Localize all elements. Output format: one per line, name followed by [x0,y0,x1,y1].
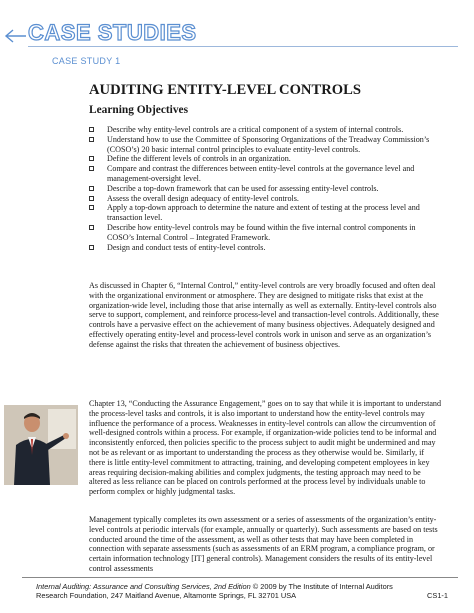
checkbox-bullet-icon [89,127,94,132]
objective-item: Understand how to use the Committee of Sponsoring Organizations of the Treadway Commission’s (COSO’s) 20 basic internal control principles to evaluate entity-level controls. [89,135,441,155]
objectives-heading: Learning Objectives [89,104,189,116]
footer-line-2 [36,591,448,600]
footer-address: Research Foundation, 247 Maitland Avenue, Altamonte Springs, FL 32701 USA [36,591,297,601]
objective-item: Apply a top-down approach to determine the nature and extent of testing at the process level and transaction level. [89,203,441,223]
footer-divider [22,577,458,578]
page-number: CS1-1 [427,591,448,601]
objectives-list [89,125,441,252]
case-studies-banner: CASE STUDIES [28,20,197,45]
objective-item: Describe how entity-level controls may be found within the five internal control components in COSO’s Internal Control – Integrated Framework. [89,223,441,243]
objective-item: Assess the overall design adequacy of entity-level controls. [89,194,441,204]
case-studies-header [0,0,474,66]
footer [36,582,448,601]
objective-item: Describe why entity-level controls are a critical component of a system of internal controls. [89,125,441,135]
case-study-label: CASE STUDY 1 [52,56,121,66]
footer-book-title: Internal Auditing: Assurance and Consulting Services, 2nd Edition [36,582,251,591]
checkbox-bullet-icon [89,245,94,250]
checkbox-bullet-icon [89,186,94,191]
header-divider [28,46,458,47]
checkbox-bullet-icon [89,156,94,161]
checkbox-bullet-icon [89,205,94,210]
footer-line-1 [36,582,448,591]
objective-item: Define the different levels of controls in an organization. [89,154,441,164]
body-paragraph: As discussed in Chapter 6, “Internal Control,” entity-level controls are very broadly focused and often deal with the organizational environment or atmosphere. They are designed to mitigate risks that exist at the organization-wide level, including those that arise internally as well as externally. Entity-level controls also serve to support, complement, and reinforce process-level and transaction-level controls. Additionally, these controls have a pervasive effect on the achievement of many business objectives. Adequately designed and effectively operating entity-level and process-level controls work in unison and serve as an organization’s defense against the risks that threaten the achievement of business objectives. [89,281,439,349]
footer-copyright: © 2009 by The Institute of Internal Auditors [250,582,393,591]
objective-item: Compare and contrast the differences between entity-level controls at the governance level and management-oversight level. [89,164,441,184]
presenter-photo [4,405,78,485]
page-title: AUDITING ENTITY-LEVEL CONTROLS [89,82,361,98]
body-paragraph: Chapter 13, “Conducting the Assurance Engagement,” goes on to say that while it is important to understand the process-level tasks and controls, it is also important to understand how the entity-level controls may influence the performance of a process. Weaknesses in entity-level controls can allow the circumvention of well-designed controls within a process. For example, if organization-wide policies tend to be informal and inconsistently enforced, then policies specific to the process subject to audit might be undermined and may not be as relevant or as important to understanding the process as they otherwise would be. Similarly, if there is little entity-level commitment to attracting, training, and developing competent employees in key areas requiring decision-making abilities and complex judgments, the testing approach may need to be altered as less reliance can be placed on controls performed at the process level by individuals unable to perform complex or highly judgmental tasks. [89,399,442,497]
checkbox-bullet-icon [89,225,94,230]
body-paragraph: Management typically completes its own assessment or a series of assessments of the organization’s entity-level controls at periodic intervals (for example, annually or quarterly). Such assessments are based on tests conducted around the time of the assessment, as well as other tests that may have been completed in connection with separate assessments (such as assessments of an ERM program, a compliance program, or certain information technology [IT] general controls). Management considers the results of its entity-level control assessments [89,515,438,573]
arrow-icon [4,29,28,43]
objective-item: Describe a top-down framework that can be used for assessing entity-level controls. [89,184,441,194]
checkbox-bullet-icon [89,196,94,201]
objective-item: Design and conduct tests of entity-level controls. [89,243,441,253]
checkbox-bullet-icon [89,137,94,142]
checkbox-bullet-icon [89,166,94,171]
